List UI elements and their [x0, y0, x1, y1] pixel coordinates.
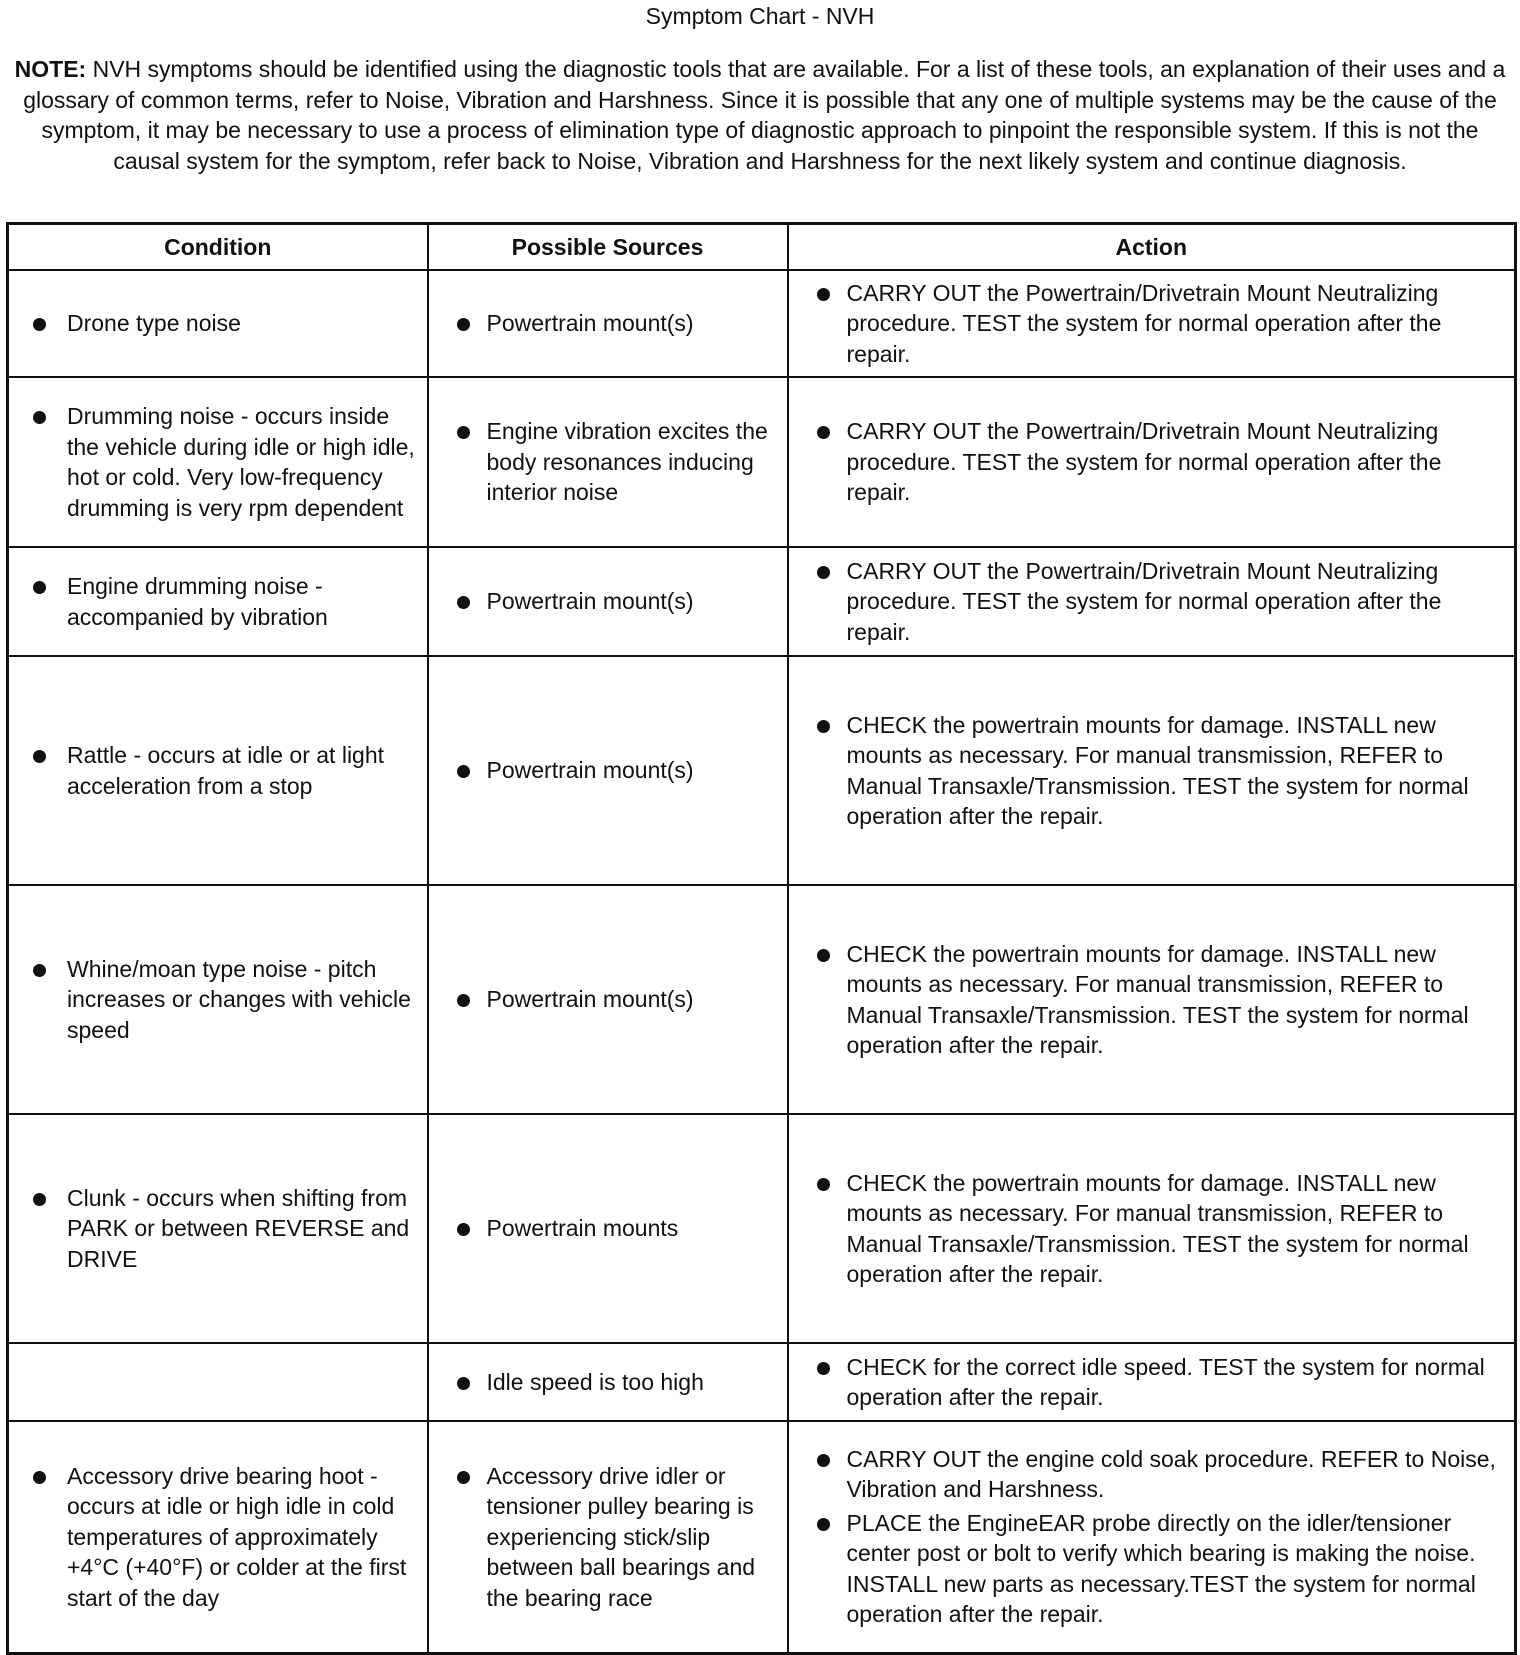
condition-cell	[8, 885, 428, 1114]
condition-cell	[8, 656, 428, 885]
condition-text: Drumming noise - occurs inside the vehicle during idle or high idle, hot or cold. Very low-frequency drumming is very rpm dependent	[9, 401, 427, 523]
source-cell	[428, 377, 788, 547]
source-text: Powertrain mount(s)	[429, 984, 787, 1015]
condition-text: Accessory drive bearing hoot - occurs at idle or high idle in cold temperatures of approximately +4°C (+40°F) or colder at the first start of the day	[9, 1461, 427, 1614]
action-cell	[788, 270, 1516, 377]
source-cell	[428, 1421, 788, 1653]
header-action: Action	[788, 224, 1516, 271]
condition-text: Engine drumming noise - accompanied by vibration	[9, 571, 427, 632]
source-text: Engine vibration excites the body resonances inducing interior noise	[429, 416, 787, 508]
action-text: CARRY OUT the Powertrain/Drivetrain Mount Neutralizing procedure. TEST the system for normal operation after the repair.	[789, 416, 1515, 508]
action-cell	[788, 885, 1516, 1114]
source-text: Powertrain mounts	[429, 1213, 787, 1244]
condition-cell	[8, 377, 428, 547]
source-cell	[428, 885, 788, 1114]
action-text: PLACE the EngineEAR probe directly on the idler/tensioner center post or bolt to verify which bearing is making the noise. INSTALL new parts as necessary.TEST the system for normal operation after the repair.	[789, 1508, 1515, 1630]
condition-cell	[8, 270, 428, 377]
source-cell	[428, 1343, 788, 1421]
condition-text: Rattle - occurs at idle or at light acceleration from a stop	[9, 740, 427, 801]
header-condition: Condition	[8, 224, 428, 271]
source-text: Powertrain mount(s)	[429, 308, 787, 339]
header-possible-sources: Possible Sources	[428, 224, 788, 271]
condition-text: Clunk - occurs when shifting from PARK or between REVERSE and DRIVE	[9, 1183, 427, 1275]
source-text: Powertrain mount(s)	[429, 755, 787, 786]
condition-cell	[8, 547, 428, 656]
source-text: Powertrain mount(s)	[429, 586, 787, 617]
action-text: CHECK the powertrain mounts for damage. INSTALL new mounts as necessary. For manual transmission, REFER to Manual Transaxle/Transmission. TEST the system for normal operation after the repair.	[789, 1168, 1515, 1290]
table-row	[8, 1343, 1516, 1421]
condition-cell	[8, 1114, 428, 1343]
action-text: CARRY OUT the Powertrain/Drivetrain Mount Neutralizing procedure. TEST the system for normal operation after the repair.	[789, 278, 1515, 370]
action-text: CHECK the powertrain mounts for damage. INSTALL new mounts as necessary. For manual transmission, REFER to Manual Transaxle/Transmission. TEST the system for normal operation after the repair.	[789, 710, 1515, 832]
action-cell	[788, 547, 1516, 656]
source-cell	[428, 547, 788, 656]
table-row	[8, 885, 1516, 1114]
action-cell	[788, 1421, 1516, 1653]
source-text: Idle speed is too high	[429, 1367, 787, 1398]
source-text: Accessory drive idler or tensioner pulley bearing is experiencing stick/slip between ball bearings and the bearing race	[429, 1461, 787, 1614]
action-text: CHECK for the correct idle speed. TEST the system for normal operation after the repair.	[789, 1352, 1515, 1413]
condition-cell	[8, 1421, 428, 1653]
condition-text: Drone type noise	[9, 308, 427, 339]
table-row	[8, 270, 1516, 377]
action-text: CARRY OUT the engine cold soak procedure. REFER to Noise, Vibration and Harshness.	[789, 1444, 1515, 1505]
action-cell	[788, 1114, 1516, 1343]
condition-cell-empty	[8, 1343, 428, 1421]
action-cell	[788, 656, 1516, 885]
action-cell	[788, 1343, 1516, 1421]
table-header-row	[8, 224, 1516, 271]
note-label: NOTE:	[14, 56, 87, 82]
note-text: NVH symptoms should be identified using the diagnostic tools that are available. For a list of these tools, an explanation of their uses and a glossary of common terms, refer to Noise, Vibration and Harshness. Since it is possible that any one of multiple systems may be the cause of the symptom, it may be necessary to use a process of elimination type of diagnostic approach to pinpoint the responsible system. If this is not the causal system for the symptom, refer back to Noise, Vibration and Harshness for the next likely system and continue diagnosis.	[23, 56, 1506, 174]
note-paragraph	[8, 54, 1512, 176]
source-cell	[428, 1114, 788, 1343]
action-cell	[788, 377, 1516, 547]
action-text: CHECK the powertrain mounts for damage. INSTALL new mounts as necessary. For manual transmission, REFER to Manual Transaxle/Transmission. TEST the system for normal operation after the repair.	[789, 939, 1515, 1061]
table-row	[8, 377, 1516, 547]
page-title: Symptom Chart - NVH	[645, 3, 875, 29]
symptom-chart-table	[6, 222, 1517, 1655]
table-row	[8, 1114, 1516, 1343]
table-row	[8, 547, 1516, 656]
action-text: CARRY OUT the Powertrain/Drivetrain Mount Neutralizing procedure. TEST the system for normal operation after the repair.	[789, 556, 1515, 648]
table-row	[8, 1421, 1516, 1653]
condition-text: Whine/moan type noise - pitch increases or changes with vehicle speed	[9, 954, 427, 1046]
source-cell	[428, 656, 788, 885]
source-cell	[428, 270, 788, 377]
table-row	[8, 656, 1516, 885]
